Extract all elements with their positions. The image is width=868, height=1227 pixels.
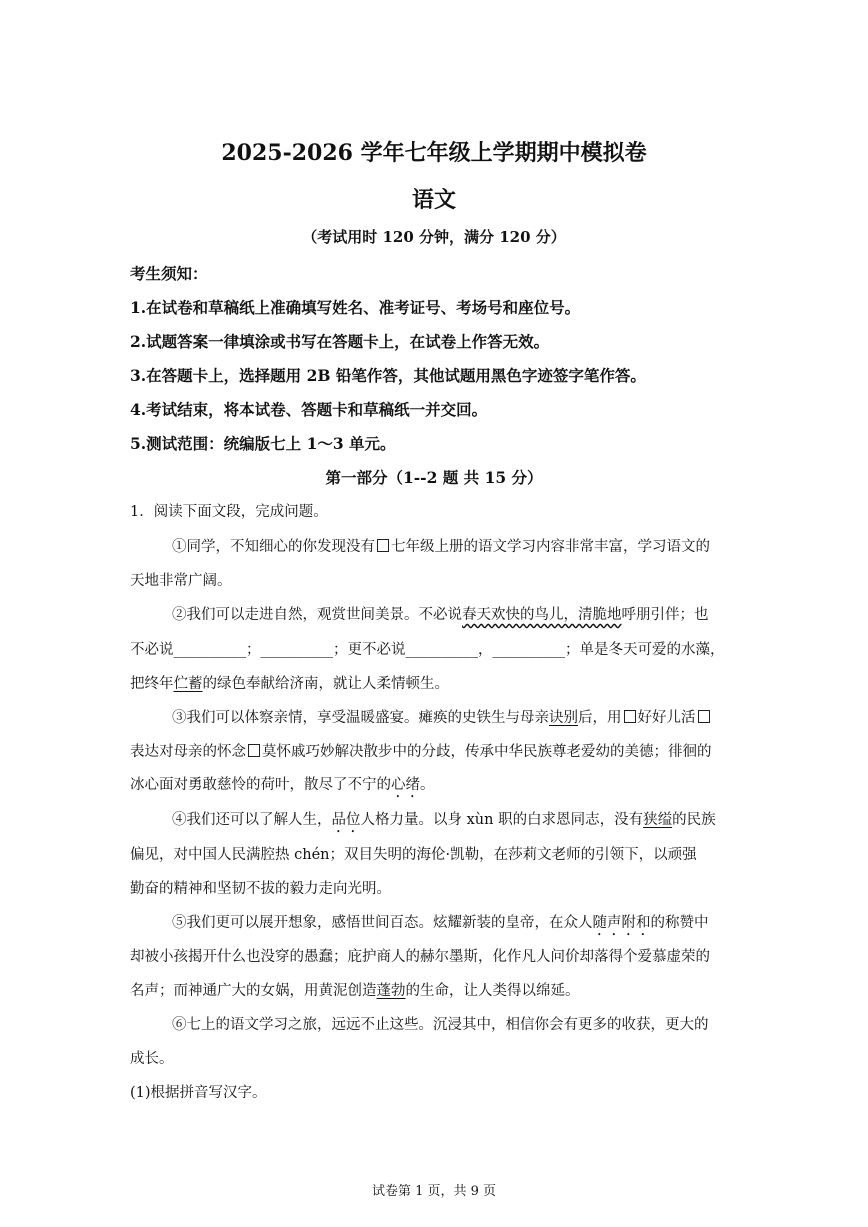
paragraph-2-line bbox=[130, 672, 449, 693]
paragraph-5-line: 却被小孩揭开什么也没穿的愚蠢；庇护商人的赫尔墨斯，化作凡人问价却落得个爱慕虚荣的 bbox=[130, 949, 710, 965]
dotted-text: 品位 bbox=[331, 812, 361, 828]
text-span: 后，用 bbox=[578, 710, 622, 726]
notice-item: 2.试题答案一律填涂或书写在答题卡上，在试卷上作答无效。 bbox=[130, 332, 550, 351]
paragraph-5-line bbox=[130, 979, 580, 1000]
notice-heading: 考生须知： bbox=[130, 264, 208, 283]
text-span: 的称赞中 bbox=[650, 915, 709, 931]
text-span: 莫怀戚巧妙解决散步中的分歧，传承中华民族尊老爱幼的美德；徘徊的 bbox=[262, 744, 712, 760]
exam-subject: 语文 bbox=[411, 187, 456, 213]
blank-box bbox=[248, 744, 260, 757]
text-span: ⑤我们更可以展开想象，感悟世间百态。炫耀新装的皇帝，在众人 bbox=[172, 915, 593, 931]
text-span: 名声；而神通广大的女娲，用黄泥创造 bbox=[130, 983, 377, 999]
notice-item: 3.在答题卡上，选择题用 2B 铅笔作答，其他试题用黑色字迹签字笔作答。 bbox=[130, 366, 646, 385]
dotted-text: 随声附和 bbox=[592, 915, 651, 931]
sub-question-1: (1)根据拼音写汉字。 bbox=[130, 1085, 267, 1101]
paragraph-2-line: 不必说__________；__________；更不必说__________，__________；单是冬天可爱的水藻， bbox=[130, 642, 725, 658]
paragraph-6-line: 成长。 bbox=[130, 1051, 174, 1067]
page-footer: 试卷第 1 页，共 9 页 bbox=[371, 1184, 497, 1199]
text-span: 把终年 bbox=[130, 676, 174, 692]
question-intro: 1．阅读下面文段，完成问题。 bbox=[130, 504, 328, 520]
text-span: ①同学，不知细心的你发现没有 bbox=[172, 539, 375, 555]
paragraph-4-line: 勤奋的精神和坚韧不拔的毅力走向光明。 bbox=[130, 881, 391, 897]
text-span: 。 bbox=[420, 777, 435, 793]
text-span: ③我们可以体察亲情，享受温暖盛宴。瘫痪的史铁生与母亲 bbox=[172, 710, 549, 726]
blank-box bbox=[624, 710, 636, 723]
underlined-text: 伫蓄 bbox=[173, 676, 203, 692]
text-span: ④我们还可以了解人生， bbox=[172, 812, 332, 828]
text-span: 的民族 bbox=[672, 812, 716, 828]
text-span: 冰心面对勇敢慈怜的荷叶，散尽了不宁的 bbox=[130, 777, 391, 793]
paragraph-2-line bbox=[172, 603, 709, 624]
text-span: ②我们可以走进自然，观赏世间美景。不必说 bbox=[172, 607, 462, 623]
wavy-underlined-text: 春天欢快的鸟儿，清脆地 bbox=[462, 607, 622, 623]
text-span: 好好儿活 bbox=[637, 710, 696, 726]
text-span: 表达对母亲的怀念 bbox=[130, 744, 246, 760]
paragraph-5-line bbox=[172, 911, 709, 939]
paragraph-4-line bbox=[172, 808, 716, 836]
paragraph-4-line: 偏见，对中国人民满腔热 chén；双目失明的海伦·凯勒，在莎莉文老师的引领下，以顽强 bbox=[130, 847, 697, 863]
paragraph-3-line bbox=[130, 773, 435, 801]
blank-box bbox=[377, 539, 389, 552]
notice-item: 4.考试结束，将本试卷、答题卡和草稿纸一并交回。 bbox=[130, 400, 488, 419]
text-span: 的生命，让人类得以绵延。 bbox=[405, 983, 580, 999]
text-span: 的绿色奉献给济南，就让人柔情顿生。 bbox=[202, 676, 449, 692]
paragraph-6-line: ⑥七上的语文学习之旅，远远不止这些。沉浸其中，相信你会有更多的收获，更大的 bbox=[172, 1017, 709, 1033]
part-title: 第一部分（1--2 题 共 15 分） bbox=[325, 468, 543, 487]
paragraph-3-line bbox=[172, 706, 712, 727]
exam-title: 2025-2026 学年七年级上学期期中模拟卷 bbox=[221, 140, 647, 166]
paragraph-1-line bbox=[172, 535, 710, 556]
notice-item: 5.测试范围：统编版七上 1～3 单元。 bbox=[130, 434, 396, 453]
text-span: 七年级上册的语文学习内容非常丰富，学习语文的 bbox=[391, 539, 710, 555]
paragraph-3-line bbox=[130, 740, 712, 761]
dotted-text: 心绪 bbox=[391, 777, 420, 793]
underlined-text: 诀别 bbox=[549, 710, 578, 726]
text-span: 呼朋引伴；也 bbox=[621, 607, 709, 623]
paragraph-1-line: 天地非常广阔。 bbox=[130, 573, 232, 589]
underlined-text: 狭缢 bbox=[643, 812, 673, 828]
blank-box bbox=[698, 710, 710, 723]
notice-item: 1.在试卷和草稿纸上准确填写姓名、准考证号、考场号和座位号。 bbox=[130, 298, 581, 317]
exam-info: （考试用时 120 分钟，满分 120 分） bbox=[302, 228, 566, 246]
text-span: 人格力量。以身 xùn 职的白求恩同志，没有 bbox=[360, 812, 644, 828]
underlined-text: 蓬勃 bbox=[376, 983, 406, 999]
